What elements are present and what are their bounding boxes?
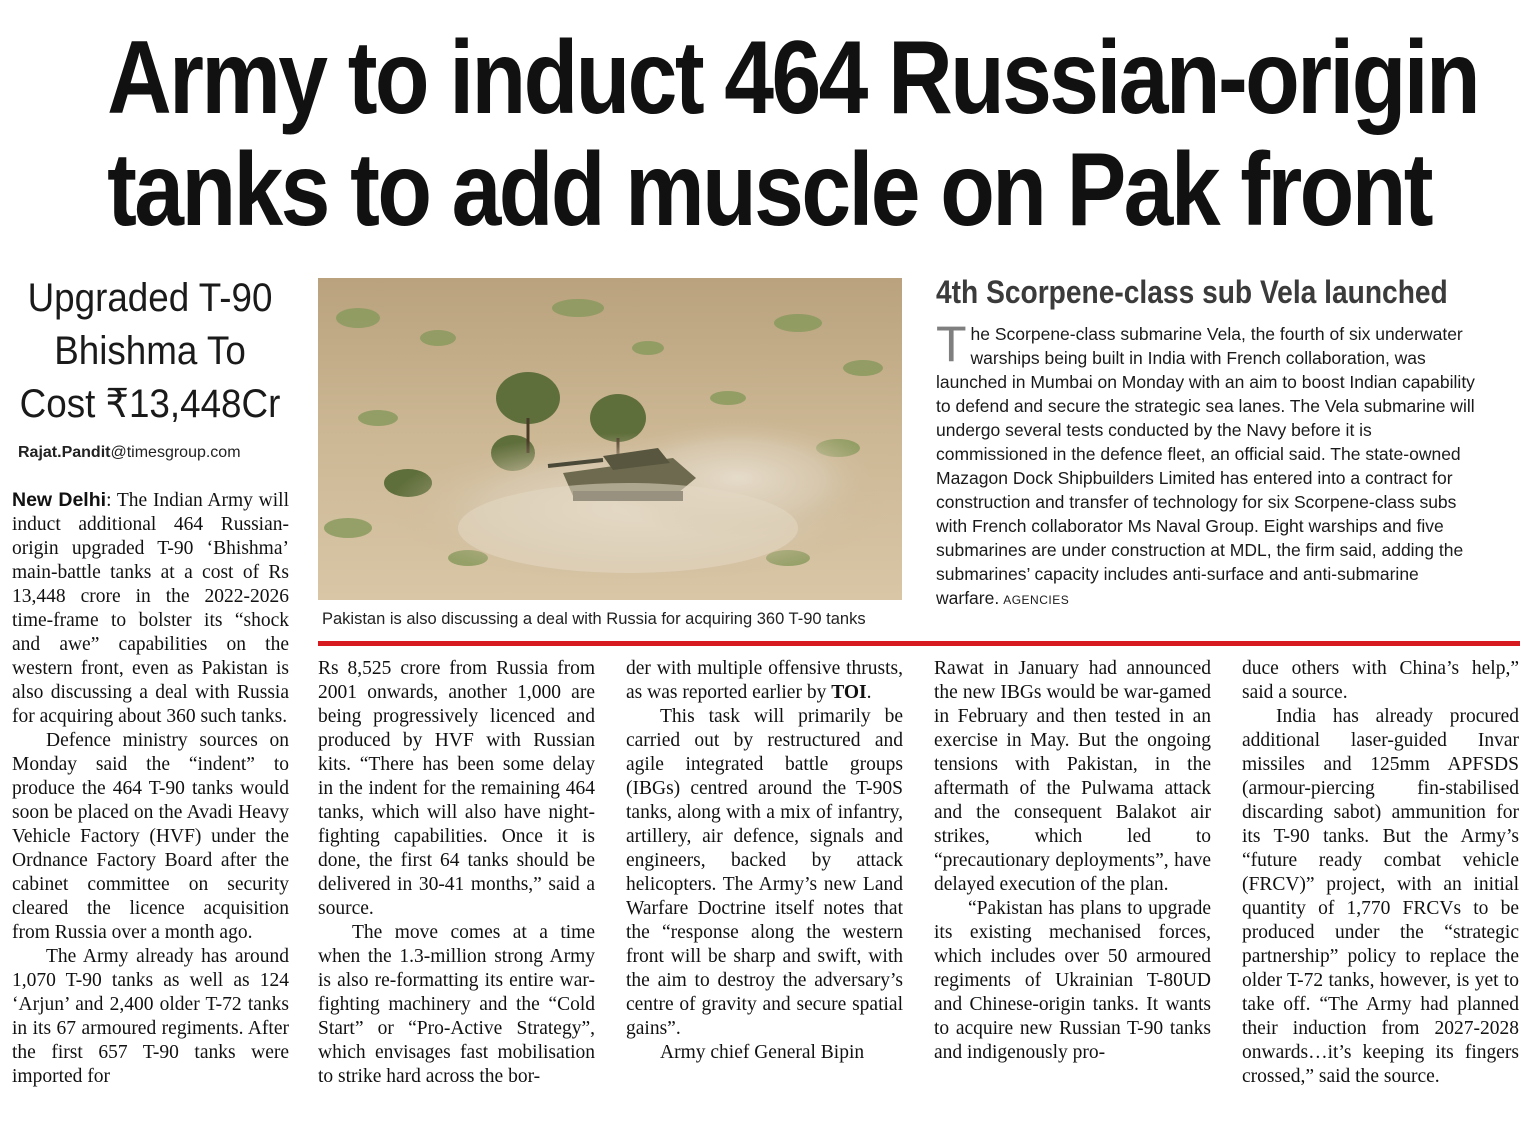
headline-line-2: tanks to add muscle on Pak front (107, 132, 1432, 248)
byline-name: Rajat.Pandit (18, 444, 111, 461)
photo-caption: Pakistan is also discussing a deal with Russia for acquiring 360 T-90 tanks (322, 610, 866, 628)
article-paragraph (12, 488, 289, 729)
article-paragraph: “Pakistan has plans to upgrade its existing mechanised forces, which includes over 50 armoured regiments of Ukrainian T-80UD and Chinese-origin tanks. It wants to acquire new Russian T-90 tanks and indigenously pro- (934, 898, 1211, 1063)
tank-photo-illustration (318, 278, 902, 600)
article-paragraph: Rawat in January had announced the new IBGs would be war-gamed in February and then tested in an exercise in May. But the ongoing tensions with Pakistan, in the aftermath of the Pulwama attack and the consequent Balakot air strikes, which led to “precautionary deployments”, have delayed execution of the plan. (934, 658, 1211, 895)
article-paragraph: duce others with China’s help,” said a source. (1242, 658, 1519, 703)
sidebar-body (936, 316, 1486, 612)
article-text: : The Indian Army will induct additional 464 Russian-origin upgraded T-90 ‘Bhishma’ main-battle tanks at a cost of Rs 13,448 crore in the 2022-2026 time-frame to bolster its “shock and awe” capabilities on the western front, even as Pakistan is also discussing a deal with Russia for acquiring about 360 such tanks. (12, 490, 290, 727)
headline (107, 20, 1479, 248)
subheadline-line-3: Cost ₹13,448Cr (19, 382, 281, 426)
article-column-5 (1242, 657, 1519, 1089)
article-paragraph: The Army already has around 1,070 T-90 tanks as well as 124 ‘Arjun’ and 2,400 older T-72 tanks in its 67 armoured regiments. After the first 657 T-90 tanks were imported for (12, 946, 289, 1087)
sidebar-title: 4th Scorpene-class sub Vela launched (936, 274, 1448, 310)
subheadline-line-1: Upgraded T-90 (27, 276, 273, 320)
headline-line-1: Army to induct 464 Russian-origin (107, 20, 1479, 136)
article-paragraph (626, 657, 903, 705)
article-paragraph: This task will primarily be carried out by restructured and agile integrated battle groups (IBGs) centred around the T-90S tanks, along with a mix of infantry, artillery, air defence, signals and engineers, backed by attack helicopters. The Army’s new Land Warfare Doctrine itself notes that the “response along the western front will be sharp and swift, with the aim to destroy the adversary’s centre of gravity and secure spatial gains”. (626, 706, 903, 1039)
article-paragraph: Defence ministry sources on Monday said the “indent” to produce the 464 T-90 tanks would soon be placed on the Avadi Heavy Vehicle Factory (HVF) under the Ordnance Factory Board after the cabinet committee on security cleared the licence acquisition from Russia over a month ago. (12, 730, 289, 943)
toi-reference: TOI (831, 682, 867, 703)
sidebar-credit: AGENCIES (1003, 593, 1070, 607)
byline-domain: @timesgroup.com (110, 444, 241, 461)
article-paragraph: Army chief General Bipin (660, 1042, 865, 1063)
sidebar-dropcap: T (936, 316, 967, 372)
article-column-4 (934, 657, 1211, 1065)
dateline: New Delhi (12, 489, 107, 511)
article-paragraph: The move comes at a time when the 1.3-million strong Army is also re-formatting its entire war-fighting machinery and the “Cold Start” or “Pro-Active Strategy”, which envisages fast mobilisation to strike hard across the bor- (318, 922, 595, 1087)
subheadline-line-2: Bhishma To (54, 329, 246, 373)
subheadline (12, 272, 288, 431)
section-divider (318, 641, 1520, 646)
article-column-1 (12, 488, 289, 1089)
sidebar-text: he Scorpene-class submarine Vela, the fourth of six underwater warships being built in India with French collaboration, was launched in Mumbai on Monday with an aim to boost Indian capability to defend and secure the strategic sea lanes. The Vela submarine will undergo several tests conducted by the Navy before it is commissioned in the defence fleet, an official said. The state-owned Mazagon Dock Shipbuilders Limited has entered into a contract for construction and transfer of technology for six Scorpene-class subs with French collaborator Ms Naval Group. Eight warships and five submarines are under construction at MDL, the firm said, adding the submarines’ capacity includes anti-surface and anti-submarine warfare. (936, 324, 1475, 608)
article-column-2 (318, 657, 595, 1089)
article-paragraph: Rs 8,525 crore from Russia from 2001 onwards, another 1,000 are being progressively licenced and produced by HVF with Russian kits. “There has been some delay in the indent for the remaining 464 tanks, which will also have night-fighting capabilities. Once it is done, the first 64 tanks should be delivered in 30-41 months,” said a source. (318, 658, 595, 919)
article-text: der with multiple offensive thrusts, as was reported earlier by (626, 658, 903, 703)
article-paragraph: India has already procured additional laser-guided Invar missiles and 125mm APFSDS (armour-piercing fin-stabilised discarding sabot) ammunition for its T-90 tanks. But the Army’s “future ready combat vehicle (FRCV)” project, with an initial quantity of 1,770 FRCVs to be produced under the “strategic partnership” policy to replace the older T-72 tanks, however, is yet to take off. “The Army had planned their induction from 2027-2028 onwards…it’s keeping its fingers crossed,” said the source. (1242, 706, 1519, 1087)
byline (18, 444, 288, 462)
tank-photo (318, 278, 902, 600)
article-text: . (866, 682, 872, 703)
article-column-3 (626, 657, 903, 1065)
